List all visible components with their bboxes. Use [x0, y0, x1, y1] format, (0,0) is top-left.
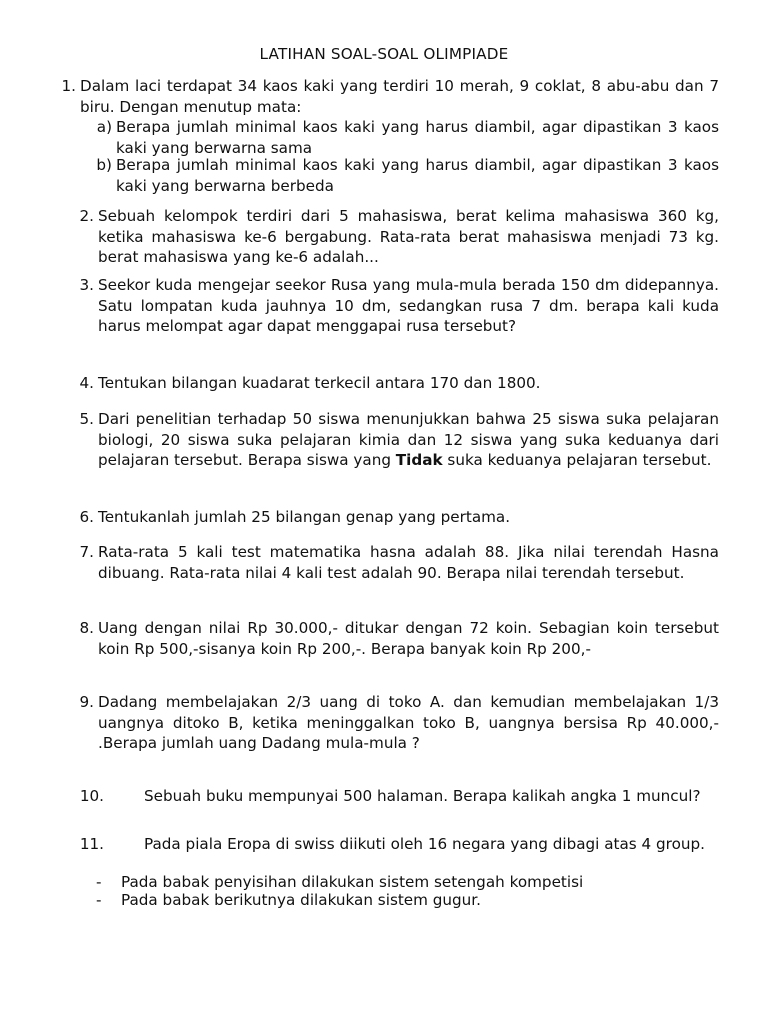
question-3-number: 3. [79, 276, 94, 294]
question-4-text: Tentukan bilangan kuadarat terkecil antara 170 dan 1800. [98, 374, 541, 392]
question-5-text-after: suka keduanya pelajaran tersebut. [442, 451, 712, 469]
question-1-text [80, 76, 719, 117]
question-5-number: 5. [79, 410, 94, 428]
question-10-number: 10. [79, 787, 104, 805]
question-11-bullet-1-mark: - [96, 873, 102, 891]
question-5-text-before: Dari penelitian terhadap 50 siswa menunjukkan bahwa 25 siswa suka pelajaran biologi, 20 siswa suka pelajaran kimia dan 12 siswa yang suka keduanya dari pelajaran tersebut. Berapa siswa yang [98, 410, 719, 469]
question-6-number: 6. [79, 508, 94, 526]
question-5-text [98, 409, 719, 471]
question-2-number: 2. [79, 207, 94, 225]
question-7-number: 7. [79, 543, 94, 561]
page-title: LATIHAN SOAL-SOAL OLIMPIADE [259, 45, 509, 63]
question-8-text: Uang dengan nilai Rp 30.000,- ditukar dengan 72 koin. Sebagian koin tersebut koin Rp 500,-sisanya koin Rp 200,-. Berapa banyak koin Rp 200,- [98, 619, 719, 658]
question-1b-label: b) [96, 156, 112, 174]
question-11-text: Pada piala Eropa di swiss diikuti oleh 16 negara yang dibagi atas 4 group. [144, 835, 705, 853]
question-1a-text: Berapa jumlah minimal kaos kaki yang harus diambil, agar dipastikan 3 kaos kaki yang berwarna sama [116, 118, 719, 157]
question-11-number: 11. [79, 835, 104, 853]
question-5-text-bold: Tidak [395, 451, 443, 469]
question-11-bullet-2: Pada babak berikutnya dilakukan sistem gugur. [121, 891, 481, 909]
question-1-number: 1. [61, 77, 76, 95]
question-8-number: 8. [79, 619, 94, 637]
question-7-text: Rata-rata 5 kali test matematika hasna adalah 88. Jika nilai terendah Hasna dibuang. Rata-rata nilai 4 kali test adalah 90. Berapa nilai terendah tersebut. [98, 543, 719, 582]
question-3-text: Seekor kuda mengejar seekor Rusa yang mula-mula berada 150 dm didepannya. Satu lompatan kuda jauhnya 10 dm, sedangkan rusa 7 dm. berapa kali kuda harus melompat agar dapat menggapai rusa tersebut? [98, 276, 719, 335]
question-10-text: Sebuah buku mempunyai 500 halaman. Berapa kalikah angka 1 muncul? [144, 787, 701, 805]
question-1a-label: a) [96, 118, 112, 136]
question-1b-text: Berapa jumlah minimal kaos kaki yang harus diambil, agar dipastikan 3 kaos kaki yang berwarna berbeda [116, 156, 719, 195]
question-9-number: 9. [79, 693, 94, 711]
question-6-text: Tentukanlah jumlah 25 bilangan genap yang pertama. [98, 508, 511, 526]
question-11-bullet-1: Pada babak penyisihan dilakukan sistem setengah kompetisi [121, 873, 584, 891]
question-2-text: Sebuah kelompok terdiri dari 5 mahasiswa, berat kelima mahasiswa 360 kg, ketika mahasiswa ke-6 bergabung. Rata-rata berat mahasiswa menjadi 73 kg. berat mahasiswa yang ke-6 adalah... [98, 207, 719, 266]
question-11-bullet-2-mark: - [96, 891, 102, 909]
question-1-body: Dalam laci terdapat 34 kaos kaki yang terdiri 10 merah, 9 coklat, 8 abu-abu dan 7 biru. Dengan menutup mata: [80, 77, 719, 116]
question-9-text: Dadang membelajakan 2/3 uang di toko A. dan kemudian membelajakan 1/3 uangnya ditoko B, ketika meninggalkan toko B, uangnya bersisa Rp 40.000,- .Berapa jumlah uang Dadang mula-mula ? [98, 693, 719, 752]
question-4-number: 4. [79, 374, 94, 392]
